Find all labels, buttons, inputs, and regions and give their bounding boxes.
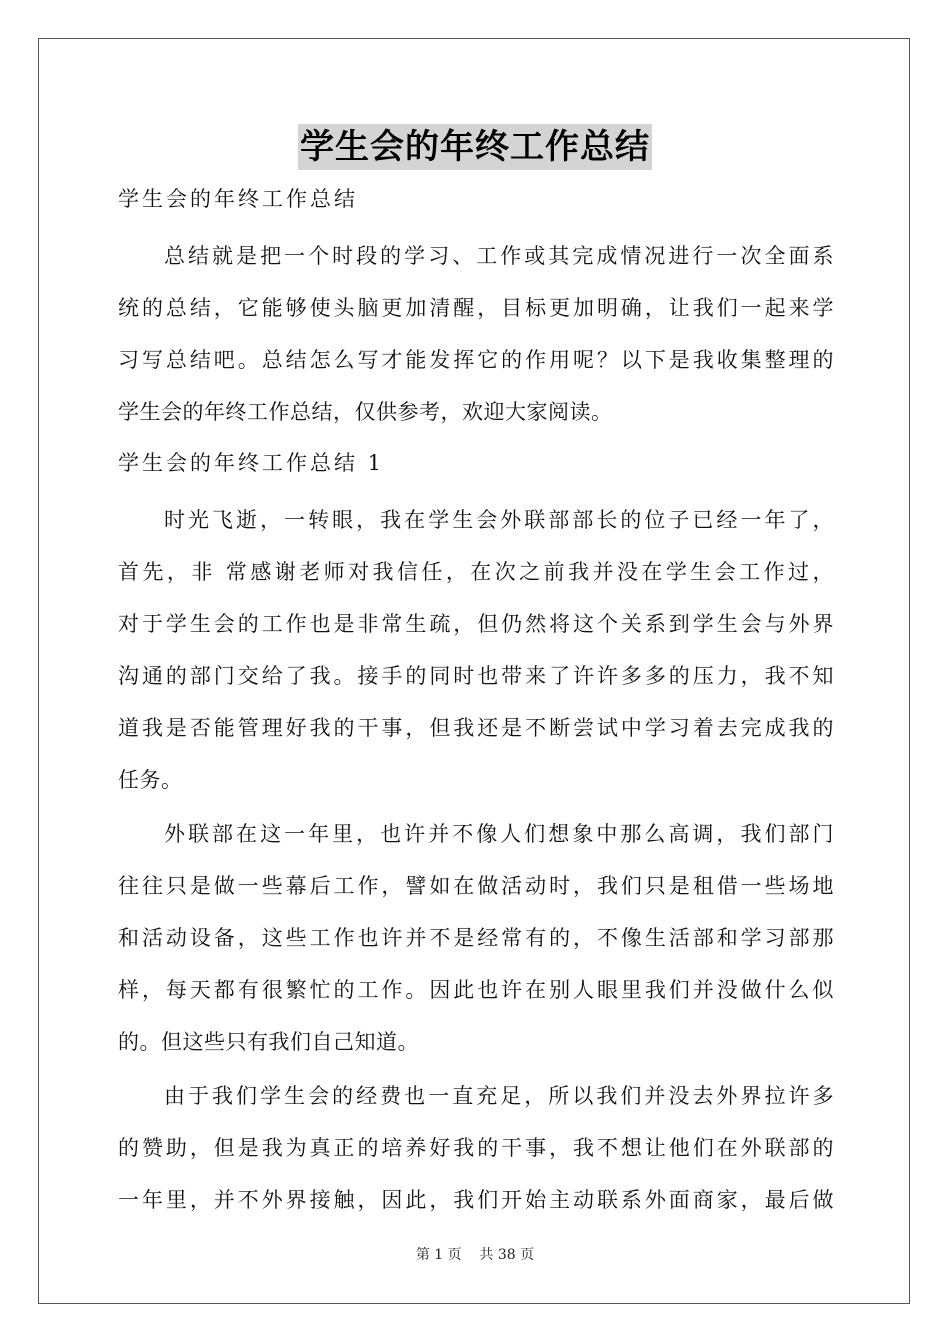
paragraph-line: 的赞助，但是我为真正的培养好我的干事，我不想让他们在外联部的 <box>118 1136 834 1160</box>
body-paragraph-2 <box>118 808 834 1068</box>
page-footer: 第 1 页 共 38 页 <box>415 1247 535 1263</box>
body-paragraph-3 <box>118 1070 834 1226</box>
paragraph-line: 总结就是把一个时段的学习、工作或其完成情况进行一次全面系 <box>164 244 834 268</box>
paragraph-line: 习写总结吧。总结怎么写才能发挥它的作用呢？以下是我收集整理的 <box>118 348 834 372</box>
paragraph-line: 道我是否能管理好我的干事，但我还是不断尝试中学习着去完成我的 <box>118 716 834 740</box>
paragraph-line: 任务。 <box>118 768 183 792</box>
paragraph-line: 由于我们学生会的经费也一直充足，所以我们并没去外界拉许多 <box>164 1084 834 1108</box>
paragraph-line: 对于学生会的工作也是非常生疏，但仍然将这个关系到学生会与外界 <box>118 612 834 636</box>
section-heading: 学生会的年终工作总结 1 <box>118 451 385 475</box>
document-body <box>118 176 834 1228</box>
title-container <box>0 124 950 170</box>
paragraph-line: 学生会的年终工作总结，仅供参考，欢迎大家阅读。 <box>118 400 613 424</box>
paragraph-line: 首先，非 常感谢老师对我信任，在次之前我并没在学生会工作过， <box>118 560 834 584</box>
paragraph-line: 样，每天都有很繁忙的工作。因此也许在别人眼里我们并没做什么似 <box>118 978 834 1002</box>
paragraph-line: 往往只是做一些幕后工作，譬如在做活动时，我们只是租借一些场地 <box>118 874 834 898</box>
paragraph-line: 统的总结，它能够使头脑更加清醒，目标更加明确，让我们一起来学 <box>118 296 834 320</box>
intro-paragraph <box>118 230 834 438</box>
paragraph-line: 的。但这些只有我们自己知道。 <box>118 1030 419 1054</box>
paragraph-line: 沟通的部门交给了我。接手的同时也带来了许许多多的压力，我不知 <box>118 664 834 688</box>
paragraph-line: 外联部在这一年里，也许并不像人们想象中那么高调，我们部门 <box>164 822 834 846</box>
paragraph-line: 时光飞逝，一转眼，我在学生会外联部部长的位子已经一年了， <box>164 508 834 532</box>
document-subtitle: 学生会的年终工作总结 <box>118 187 358 211</box>
paragraph-line: 和活动设备，这些工作也许并不是经常有的，不像生活部和学习部那 <box>118 926 834 950</box>
document-title: 学生会的年终工作总结 <box>298 124 652 170</box>
body-paragraph-1 <box>118 494 834 806</box>
paragraph-line: 一年里，并不外界接触，因此，我们开始主动联系外面商家，最后做 <box>118 1188 834 1212</box>
